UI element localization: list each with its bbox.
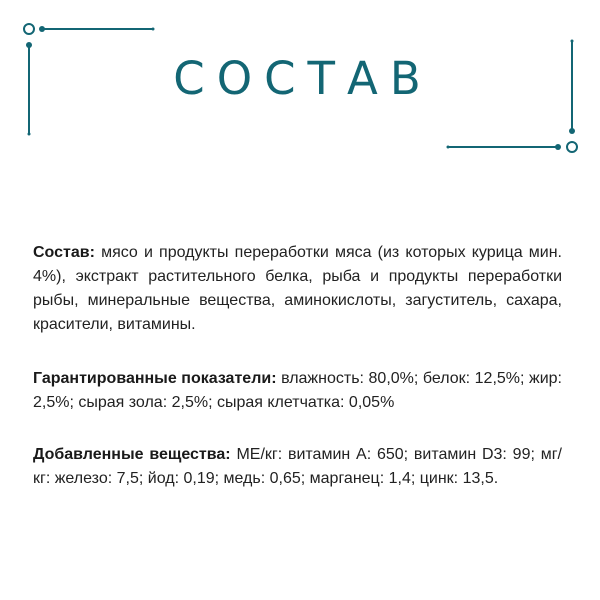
bottom-right-dot-top xyxy=(571,40,574,43)
composition-paragraph xyxy=(33,241,562,337)
top-left-dot-bottom xyxy=(28,133,31,136)
composition-label: Состав: xyxy=(33,244,95,261)
additives-label: Добавленные вещества: xyxy=(33,446,231,463)
bottom-right-dot-end xyxy=(447,146,450,149)
guaranteed-analysis-text: влажность: 80,0%; белок: 12,5%; жир: 2,5%; сырая зола: 2,5%; сырая клетчатка: 0,05% xyxy=(33,370,562,411)
top-left-dot-horizontal xyxy=(39,26,45,32)
additives-text: МЕ/кг: витамин А: 650; витамин D3: 99; мг/кг: железо: 7,5; йод: 0,19; медь: 0,65; марганец: 1,4; цинк: 13,5. xyxy=(33,446,562,487)
additives-paragraph xyxy=(33,443,562,491)
guaranteed-analysis-label: Гарантированные показатели: xyxy=(33,370,277,387)
guaranteed-analysis-paragraph xyxy=(33,367,562,415)
composition-text: мясо и продукты переработки мяса (из которых курица мин. 4%), экстракт растительного белка, рыба и продукты переработки рыбы, минеральные вещества, аминокислоты, загуститель, сахара, красители, витамины. xyxy=(33,244,562,333)
bottom-right-dot-vertical xyxy=(569,128,575,134)
top-left-dot-vertical xyxy=(26,42,32,48)
bottom-right-dot-horizontal xyxy=(555,144,561,150)
page-title: СОСТАВ xyxy=(173,52,433,105)
top-left-dot-end xyxy=(152,28,155,31)
